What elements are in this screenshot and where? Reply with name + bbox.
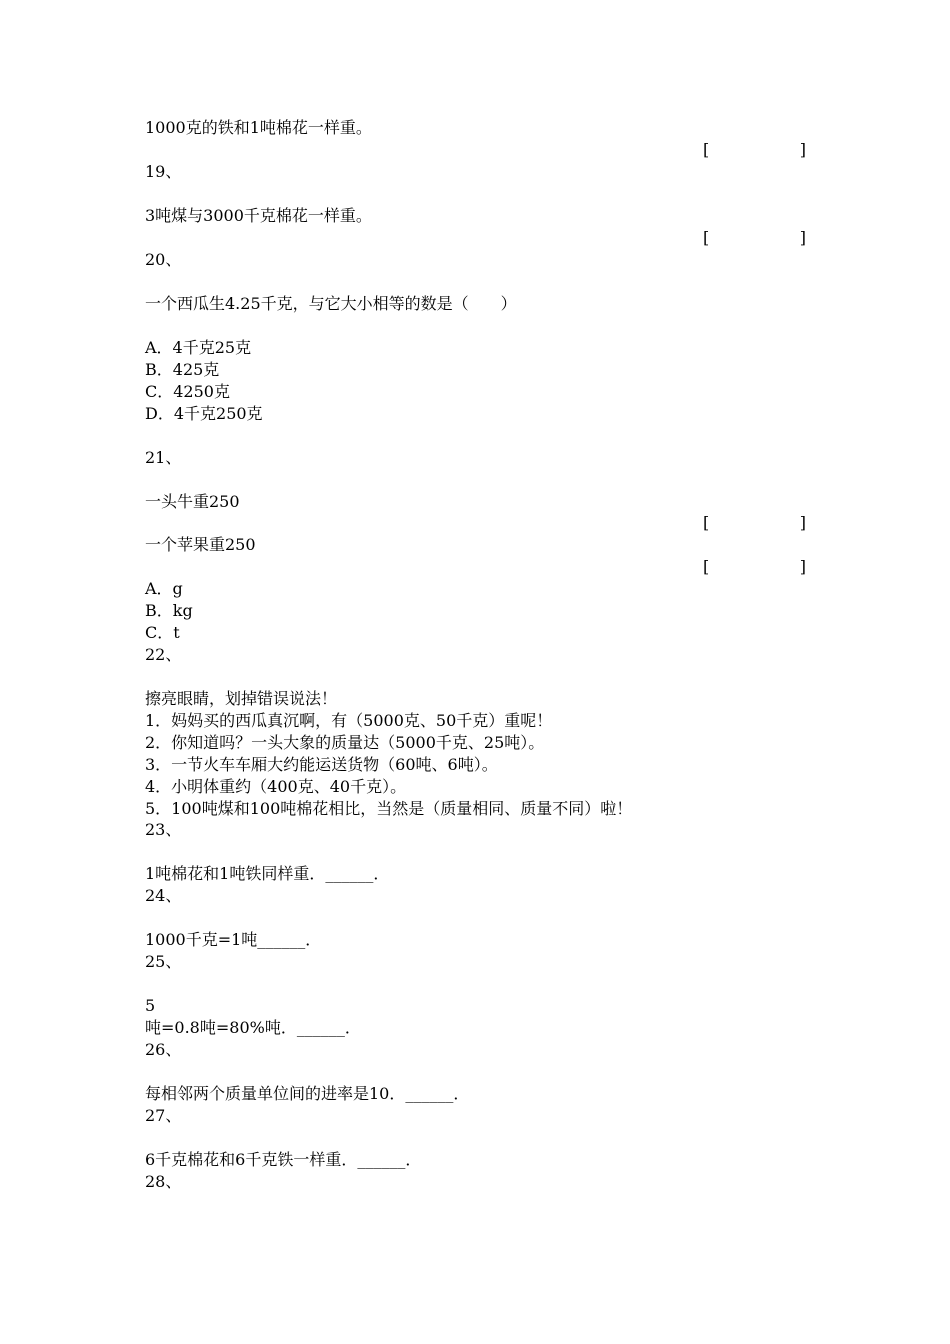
q18-statement: 1000克的铁和1吨棉花一样重。: [145, 118, 372, 137]
bracket-right: ]: [799, 228, 806, 247]
bracket-right: ]: [799, 140, 806, 159]
q26-statement[interactable]: 每相邻两个质量单位间的进率是10．______．: [145, 1084, 470, 1103]
q20-question: 一个西瓜生4.25千克，与它大小相等的数是（ ）: [145, 294, 517, 313]
q27-number: 27、: [145, 1106, 182, 1125]
q19-statement: 3吨煤与3000千克棉花一样重。: [145, 206, 372, 225]
q25-number: 25、: [145, 952, 182, 971]
q23-statement[interactable]: 1吨棉花和1吨铁同样重．______．: [145, 864, 390, 883]
q21-item-cow: 一头牛重250: [145, 492, 240, 511]
q25-fraction-top: 5: [145, 996, 156, 1015]
q23-number: 23、: [145, 820, 182, 839]
q28-number: 28、: [145, 1172, 182, 1191]
q22-item-1[interactable]: 1．妈妈买的西瓜真沉啊，有（5000克、50千克）重呢！: [145, 711, 553, 730]
bracket-left: [: [703, 557, 710, 576]
q20-option-c[interactable]: C．4250克: [145, 382, 230, 401]
q22-title: 擦亮眼睛，划掉错误说法！: [145, 689, 338, 708]
q21-option-c[interactable]: C．t: [145, 623, 180, 642]
bracket-left: [: [703, 228, 710, 247]
q21-option-a[interactable]: A．g: [145, 579, 183, 598]
q19-number: 19、: [145, 162, 182, 181]
bracket-left: [: [703, 140, 710, 159]
q26-number: 26、: [145, 1040, 182, 1059]
bracket-right: ]: [799, 557, 806, 576]
q22-item-2[interactable]: 2．你知道吗？一头大象的质量达（5000千克、25吨）。: [145, 733, 545, 752]
q21-item-apple: 一个苹果重250: [145, 535, 256, 554]
q22-item-5[interactable]: 5．100吨煤和100吨棉花相比，当然是（质量相同、质量不同）啦！: [145, 799, 633, 818]
q20-number: 20、: [145, 250, 182, 269]
q24-number: 24、: [145, 886, 182, 905]
q21-number: 21、: [145, 448, 182, 467]
bracket-left: [: [703, 513, 710, 532]
q20-option-b[interactable]: B．425克: [145, 360, 220, 379]
q22-item-3[interactable]: 3．一节火车车厢大约能运送货物（60吨、6吨）。: [145, 755, 498, 774]
bracket-right: ]: [799, 513, 806, 532]
q25-statement[interactable]: 吨=0.8吨=80%吨．______．: [145, 1018, 361, 1037]
q22-number: 22、: [145, 645, 182, 664]
q24-statement[interactable]: 1000千克=1吨______．: [145, 930, 322, 949]
q21-option-b[interactable]: B．kg: [145, 601, 193, 620]
q27-statement[interactable]: 6千克棉花和6千克铁一样重．______．: [145, 1150, 422, 1169]
q20-option-d[interactable]: D．4千克250克: [145, 404, 263, 423]
q20-option-a[interactable]: A．4千克25克: [145, 338, 252, 357]
q22-item-4[interactable]: 4．小明体重约（400克、40千克）。: [145, 777, 407, 796]
